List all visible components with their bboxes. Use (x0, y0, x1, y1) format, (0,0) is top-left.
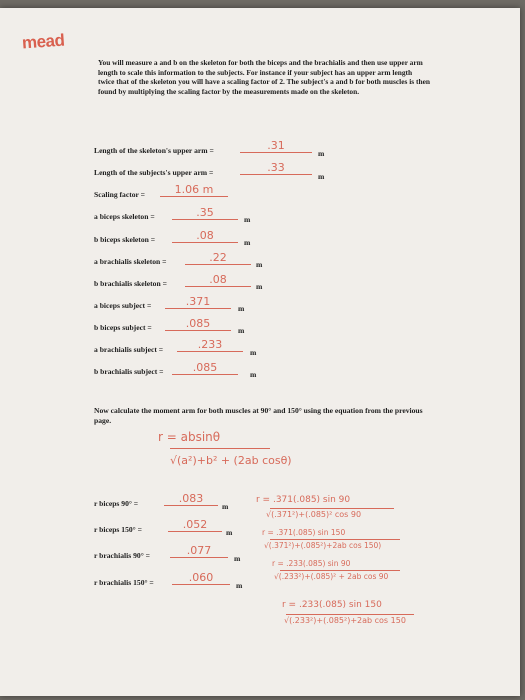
field-label: a biceps subject = (94, 301, 152, 310)
field-label: Scaling factor = (94, 190, 146, 199)
result-label: r brachialis 90° = (94, 551, 150, 560)
field-answer[interactable]: .35 (172, 207, 238, 220)
field-label: a brachialis subject = (94, 345, 164, 354)
result-unit: m (234, 554, 241, 563)
field-unit: m (318, 149, 325, 158)
field-unit: m (238, 326, 245, 335)
field-label: b biceps skeleton = (94, 235, 156, 244)
field-answer[interactable]: .08 (172, 230, 238, 243)
moment-instruction: Now calculate the moment arm for both muscles at 90° and 150° using the equation from the previous page. (94, 406, 423, 425)
field-label: b brachialis skeleton = (94, 279, 167, 288)
work-numerator: r = .233(.085) sin 150 (282, 600, 382, 610)
field-answer[interactable]: .233 (177, 339, 243, 352)
field-answer[interactable]: .085 (172, 362, 238, 375)
field-label: Length of the subjects's upper arm = (94, 168, 214, 177)
work-denominator: √(.233²)+(.085²)+2ab cos 150 (284, 616, 406, 625)
work-numerator: r = .371(.085) sin 150 (262, 528, 346, 537)
field-answer[interactable]: .33 (240, 162, 312, 175)
field-unit: m (250, 348, 257, 357)
result-label: r biceps 150° = (94, 525, 142, 534)
formula-denominator: √(a²)+b² + (2ab cosθ) (170, 454, 292, 467)
work-denominator: √(.233²)+(.085)² + 2ab cos 90 (274, 572, 389, 581)
field-label: Length of the skeleton's upper arm = (94, 146, 214, 155)
work-fraction-bar (270, 508, 394, 509)
result-unit: m (236, 581, 243, 590)
field-unit: m (238, 304, 245, 313)
mead-logo: mead (21, 30, 65, 53)
result-label: r brachialis 150° = (94, 578, 154, 587)
result-answer[interactable]: .077 (170, 545, 228, 558)
work-fraction-bar (286, 614, 414, 615)
worksheet-page (0, 8, 520, 696)
field-label: b biceps subject = (94, 323, 152, 332)
work-fraction-bar (280, 570, 400, 571)
result-answer[interactable]: .083 (164, 493, 218, 506)
field-answer[interactable]: .08 (185, 274, 251, 287)
result-unit: m (222, 502, 229, 511)
field-unit: m (318, 172, 325, 181)
result-answer[interactable]: .052 (168, 519, 222, 532)
field-unit: m (244, 215, 251, 224)
field-label: b brachialis subject = (94, 367, 164, 376)
field-answer[interactable]: .31 (240, 140, 312, 153)
work-numerator: r = .371(.085) sin 90 (256, 495, 351, 505)
field-label: a brachialis skeleton = (94, 257, 167, 266)
formula-fraction-bar (170, 448, 270, 449)
work-denominator: √(.371²)+(.085²)+2ab cos 150) (264, 541, 382, 550)
field-unit: m (244, 238, 251, 247)
field-answer[interactable]: 1.06 m (160, 184, 228, 197)
field-answer[interactable]: .371 (165, 296, 231, 309)
result-answer[interactable]: .060 (172, 572, 230, 585)
field-unit: m (250, 370, 257, 379)
field-unit: m (256, 282, 263, 291)
result-unit: m (226, 528, 233, 537)
work-denominator: √(.371²)+(.085)² cos 90 (266, 510, 362, 519)
field-answer[interactable]: .085 (165, 318, 231, 331)
result-label: r biceps 90° = (94, 499, 139, 508)
field-label: a biceps skeleton = (94, 212, 155, 221)
intro-paragraph: You will measure a and b on the skeleton for both the biceps and the brachialis and then use upper arm length to scale this information to the subjects. For instance if your subject has an upper arm length twice that of the skeleton you will have a scaling factor of 2. The subject's a and b for both muscles is then found by multiplying the scaling factor by the measurements made on the skeleton. (98, 58, 430, 96)
work-numerator: r = .233(.085) sin 90 (272, 559, 351, 568)
work-fraction-bar (270, 539, 400, 540)
formula-numerator: r = absinθ (158, 430, 221, 444)
field-unit: m (256, 260, 263, 269)
field-answer[interactable]: .22 (185, 252, 251, 265)
